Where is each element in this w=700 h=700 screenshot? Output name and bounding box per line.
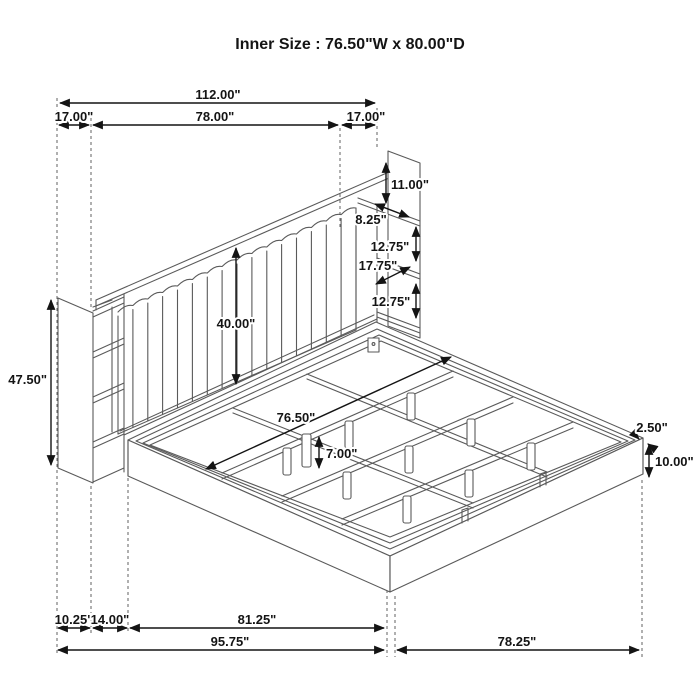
svg-text:11.00": 11.00" <box>391 177 429 192</box>
svg-text:40.00": 40.00" <box>216 316 256 331</box>
dim-left-pier-width <box>55 109 94 125</box>
svg-text:10.25": 10.25" <box>54 612 94 627</box>
svg-text:76.50": 76.50" <box>276 410 316 425</box>
dim-side-rail-height <box>649 445 694 477</box>
dim-pier-front-depth <box>55 612 94 628</box>
svg-text:10.00": 10.00" <box>655 454 694 469</box>
svg-text:8.25": 8.25" <box>355 212 387 227</box>
svg-text:78.00": 78.00" <box>195 109 235 124</box>
svg-text:2.50": 2.50" <box>636 420 668 435</box>
svg-text:47.50": 47.50" <box>8 372 47 387</box>
left-pier-shelf <box>58 294 124 483</box>
dim-pier-height <box>8 300 51 465</box>
dim-pier-back-depth <box>91 612 130 628</box>
dim-platform-depth <box>130 612 384 628</box>
svg-text:112.00": 112.00" <box>195 87 241 102</box>
dim-platform-outer-depth <box>397 634 639 650</box>
svg-text:95.75": 95.75" <box>210 634 250 649</box>
svg-text:14.00": 14.00" <box>90 612 130 627</box>
dim-right-pier-width <box>342 109 385 125</box>
svg-text:12.75": 12.75" <box>371 294 411 309</box>
svg-text:17.75": 17.75" <box>358 258 398 273</box>
svg-text:78.25": 78.25" <box>497 634 537 649</box>
platform-bed-frame <box>120 315 643 592</box>
svg-text:81.25": 81.25" <box>237 612 277 627</box>
dim-overall-depth-with-pier <box>58 634 384 650</box>
svg-text:7.00": 7.00" <box>326 446 358 461</box>
svg-text:17.00": 17.00" <box>346 109 386 124</box>
svg-text:17.00": 17.00" <box>54 109 94 124</box>
dim-headboard-width <box>93 109 338 125</box>
svg-text:12.75": 12.75" <box>370 239 410 254</box>
diagram-title: Inner Size : 76.50"W x 80.00"D <box>235 36 465 53</box>
dim-overall-width <box>60 87 375 103</box>
